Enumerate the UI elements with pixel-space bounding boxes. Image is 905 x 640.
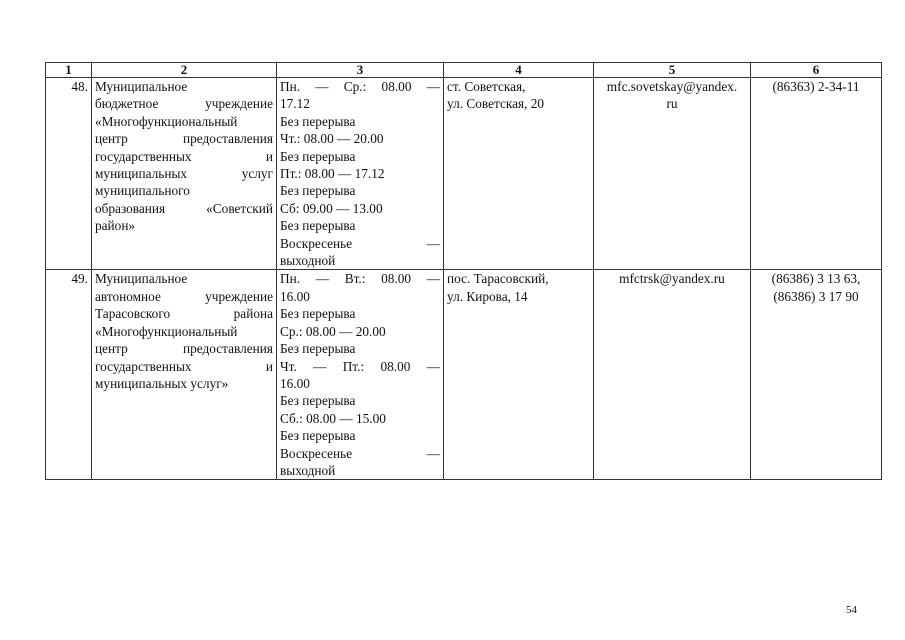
row-number: 48. (46, 78, 92, 270)
hours-line: Без перерыва (280, 218, 356, 234)
phone-line: (86386) 3 13 63, (771, 271, 861, 287)
phone-cell (751, 78, 882, 270)
header-col-1: 1 (46, 63, 92, 78)
hours-line: Воскресенье — (280, 445, 440, 461)
row-number: 49. (46, 270, 92, 480)
address-line: ст. Советская, (447, 79, 526, 94)
address-cell (444, 270, 594, 480)
org-line: «Многофункциональный (95, 113, 238, 129)
org-line: Муниципальное (95, 79, 188, 94)
hours-line: Без перерыва (280, 113, 356, 129)
email-cell (594, 270, 751, 480)
organization-cell (92, 78, 277, 270)
hours-cell (277, 270, 444, 480)
header-col-3: 3 (277, 63, 444, 78)
hours-line: Пн. — Ср.: 08.00 — (280, 79, 440, 94)
header-col-5: 5 (594, 63, 751, 78)
org-line: муниципального (95, 183, 190, 199)
organization-cell (92, 270, 277, 480)
org-line: Тарасовского района (95, 306, 273, 322)
address-line: пос. Тарасовский, (447, 271, 549, 287)
hours-line: Сб.: 08.00 — 15.00 (280, 410, 386, 426)
hours-line: 16.00 (280, 375, 310, 391)
org-line: муниципальных услуг» (95, 375, 229, 391)
address-line: ул. Кирова, 14 (447, 288, 528, 304)
org-line: государственных и (95, 358, 273, 374)
org-line: государственных и (95, 148, 273, 164)
email-line: mfctrsk@yandex.ru (619, 271, 725, 287)
hours-line: Воскресенье — (280, 235, 440, 251)
address-cell (444, 78, 594, 270)
email-line: ru (666, 96, 678, 112)
hours-line: Без перерыва (280, 183, 356, 199)
header-col-2: 2 (92, 63, 277, 78)
header-col-6: 6 (751, 63, 882, 78)
table-row (46, 78, 882, 270)
org-line: муниципальных услуг (95, 166, 273, 182)
header-row (46, 63, 882, 78)
hours-line: Пт.: 08.00 — 17.12 (280, 166, 385, 182)
org-line: район» (95, 218, 136, 234)
hours-line: выходной (280, 462, 336, 478)
hours-line: Без перерыва (280, 341, 356, 357)
hours-line: Чт.: 08.00 — 20.00 (280, 131, 384, 147)
hours-line: Сб: 09.00 — 13.00 (280, 200, 383, 216)
hours-line: Без перерыва (280, 148, 356, 164)
hours-line: 17.12 (280, 96, 310, 112)
hours-line: 16.00 (280, 288, 310, 304)
hours-line: Без перерыва (280, 428, 356, 444)
org-line: «Многофункциональный (95, 323, 238, 339)
phone-line: (86386) 3 17 90 (773, 288, 859, 304)
org-line: центр предоставления (95, 131, 273, 147)
hours-line: Без перерыва (280, 306, 356, 322)
org-line: Муниципальное (95, 271, 188, 287)
org-line: бюджетное учреждение (95, 96, 273, 112)
hours-line: Ср.: 08.00 — 20.00 (280, 323, 386, 339)
org-line: образования «Советский (95, 200, 273, 216)
address-line: ул. Советская, 20 (447, 96, 545, 112)
phone-line: (86363) 2-34-11 (772, 79, 860, 94)
email-cell (594, 78, 751, 270)
hours-line: Пн. — Вт.: 08.00 — (280, 271, 440, 287)
hours-line: Чт. — Пт.: 08.00 — (280, 358, 440, 374)
phone-cell (751, 270, 882, 480)
org-line: центр предоставления (95, 341, 273, 357)
hours-line: Без перерыва (280, 393, 356, 409)
hours-line: выходной (280, 253, 336, 269)
header-col-4: 4 (444, 63, 594, 78)
email-line: mfc.sovetskay@yandex. (606, 79, 738, 94)
table-row (46, 270, 882, 480)
page-number: 54 (846, 604, 857, 616)
hours-cell (277, 78, 444, 270)
services-table (45, 62, 882, 480)
org-line: автономное учреждение (95, 288, 273, 304)
